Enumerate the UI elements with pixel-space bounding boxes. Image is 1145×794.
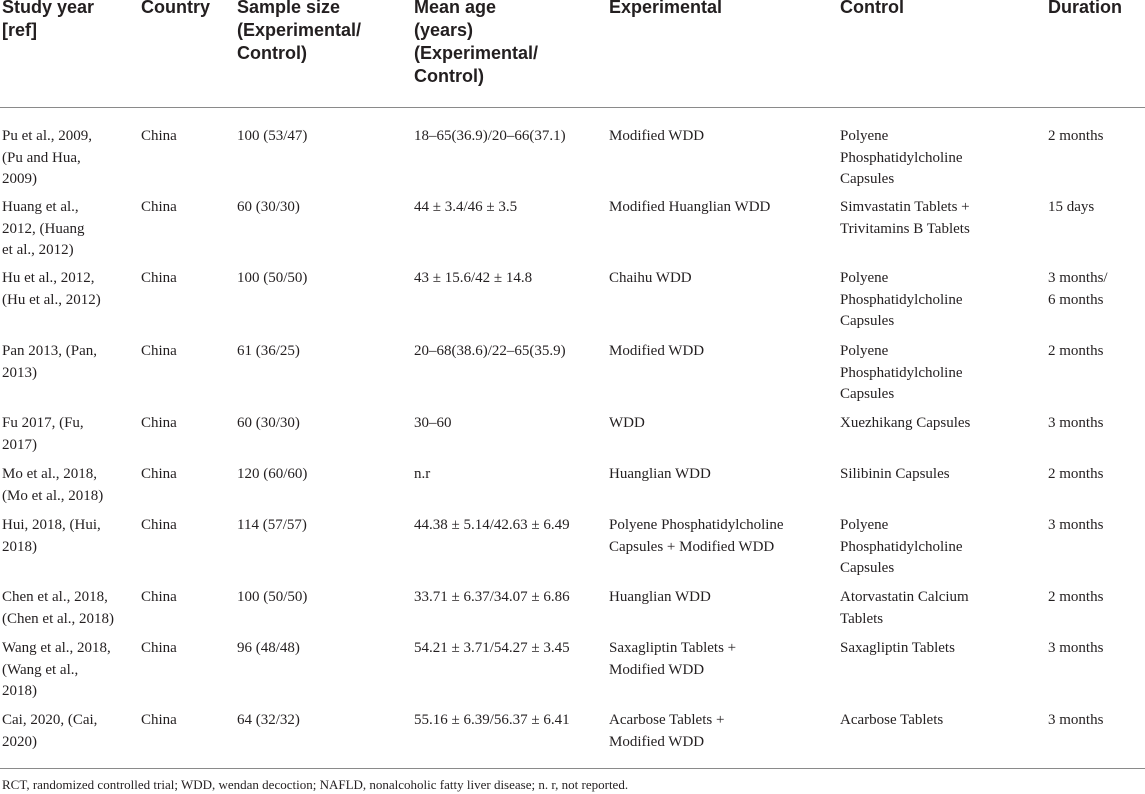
cell-sample-size: 120 (60/60) bbox=[237, 466, 308, 482]
cell-sample-size: 60 (30/30) bbox=[237, 415, 300, 431]
cell-country: China bbox=[141, 270, 177, 286]
cell-control: Acarbose Tablets bbox=[840, 712, 944, 728]
cell-experimental: WDD bbox=[609, 415, 645, 431]
cell-control: Simvastatin Tablets + Trivitamins B Tablets bbox=[840, 199, 970, 237]
cell-control: Polyene Phosphatidylcholine Capsules bbox=[840, 270, 963, 329]
cell-experimental: Acarbose Tablets + Modified WDD bbox=[609, 712, 725, 750]
cell-sample-size: 100 (53/47) bbox=[237, 128, 308, 144]
cell-mean-age: 43 ± 15.6/42 ± 14.8 bbox=[414, 270, 533, 286]
cell-duration: 3 months bbox=[1048, 415, 1104, 431]
cell-study-year-ref: Fu 2017, (Fu, 2017) bbox=[2, 415, 84, 453]
cell-country: China bbox=[141, 466, 177, 482]
cell-duration: 2 months bbox=[1048, 466, 1104, 482]
cell-mean-age: 33.71 ± 6.37/34.07 ± 6.86 bbox=[414, 589, 570, 605]
column-header-study-year-ref: Study year [ref] bbox=[2, 0, 95, 40]
cell-study-year-ref: Chen et al., 2018, (Chen et al., 2018) bbox=[2, 589, 115, 627]
cell-mean-age: 44 ± 3.4/46 ± 3.5 bbox=[414, 199, 518, 215]
cell-control: Silibinin Capsules bbox=[840, 466, 950, 482]
cell-experimental: Chaihu WDD bbox=[609, 270, 692, 286]
column-header-control: Control bbox=[840, 0, 904, 17]
cell-sample-size: 114 (57/57) bbox=[237, 517, 307, 533]
cell-mean-age: 54.21 ± 3.71/54.27 ± 3.45 bbox=[414, 640, 570, 656]
cell-mean-age: n.r bbox=[414, 466, 431, 482]
cell-control: Saxagliptin Tablets bbox=[840, 640, 955, 656]
cell-duration: 3 months bbox=[1048, 640, 1104, 656]
cell-experimental: Polyene Phosphatidylcholine Capsules + Modified WDD bbox=[609, 517, 784, 555]
cell-mean-age: 44.38 ± 5.14/42.63 ± 6.49 bbox=[414, 517, 570, 533]
cell-country: China bbox=[141, 415, 177, 431]
cell-study-year-ref: Mo et al., 2018, (Mo et al., 2018) bbox=[2, 466, 104, 504]
cell-duration: 2 months bbox=[1048, 589, 1104, 605]
cell-study-year-ref: Cai, 2020, (Cai, 2020) bbox=[2, 712, 98, 750]
cell-sample-size: 100 (50/50) bbox=[237, 589, 308, 605]
cell-mean-age: 18–65(36.9)/20–66(37.1) bbox=[414, 128, 566, 144]
cell-sample-size: 61 (36/25) bbox=[237, 343, 300, 359]
cell-sample-size: 64 (32/32) bbox=[237, 712, 300, 728]
cell-sample-size: 96 (48/48) bbox=[237, 640, 300, 656]
cell-country: China bbox=[141, 343, 177, 359]
header-divider bbox=[0, 107, 1145, 108]
cell-duration: 2 months bbox=[1048, 343, 1104, 359]
cell-study-year-ref: Pan 2013, (Pan, 2013) bbox=[2, 343, 97, 381]
column-header-mean-age: Mean age (years) (Experimental/ Control) bbox=[414, 0, 539, 86]
cell-duration: 2 months bbox=[1048, 128, 1104, 144]
cell-control: Polyene Phosphatidylcholine Capsules bbox=[840, 343, 963, 402]
column-header-sample-size: Sample size (Experimental/ Control) bbox=[237, 0, 362, 63]
cell-control: Polyene Phosphatidylcholine Capsules bbox=[840, 128, 963, 187]
table-footnote: RCT, randomized controlled trial; WDD, wendan decoction; NAFLD, nonalcoholic fatty liver disease; n. r, not reported. bbox=[2, 777, 629, 792]
cell-country: China bbox=[141, 589, 177, 605]
cell-study-year-ref: Pu et al., 2009, (Pu and Hua, 2009) bbox=[2, 128, 92, 187]
cell-mean-age: 30–60 bbox=[414, 415, 452, 431]
cell-mean-age: 20–68(38.6)/22–65(35.9) bbox=[414, 343, 566, 359]
cell-control: Xuezhikang Capsules bbox=[840, 415, 971, 431]
cell-country: China bbox=[141, 128, 177, 144]
cell-study-year-ref: Huang et al., 2012, (Huang et al., 2012) bbox=[2, 199, 85, 258]
cell-duration: 3 months bbox=[1048, 712, 1104, 728]
cell-duration: 15 days bbox=[1048, 199, 1095, 215]
footer-divider bbox=[0, 768, 1145, 769]
cell-sample-size: 60 (30/30) bbox=[237, 199, 300, 215]
cell-control: Polyene Phosphatidylcholine Capsules bbox=[840, 517, 963, 576]
cell-study-year-ref: Hui, 2018, (Hui, 2018) bbox=[2, 517, 101, 555]
cell-country: China bbox=[141, 517, 177, 533]
cell-mean-age: 55.16 ± 6.39/56.37 ± 6.41 bbox=[414, 712, 570, 728]
cell-study-year-ref: Wang et al., 2018, (Wang et al., 2018) bbox=[2, 640, 111, 699]
cell-experimental: Modified WDD bbox=[609, 128, 705, 144]
cell-experimental: Huanglian WDD bbox=[609, 589, 711, 605]
cell-country: China bbox=[141, 640, 177, 656]
cell-experimental: Modified Huanglian WDD bbox=[609, 199, 771, 215]
column-header-experimental: Experimental bbox=[609, 0, 723, 17]
column-header-duration: Duration bbox=[1048, 0, 1122, 17]
cell-study-year-ref: Hu et al., 2012, (Hu et al., 2012) bbox=[2, 270, 101, 308]
cell-duration: 3 months bbox=[1048, 517, 1104, 533]
cell-experimental: Modified WDD bbox=[609, 343, 705, 359]
cell-control: Atorvastatin Calcium Tablets bbox=[840, 589, 969, 627]
cell-sample-size: 100 (50/50) bbox=[237, 270, 308, 286]
cell-duration: 3 months/ 6 months bbox=[1048, 270, 1108, 308]
cell-experimental: Huanglian WDD bbox=[609, 466, 711, 482]
cell-country: China bbox=[141, 199, 177, 215]
cell-experimental: Saxagliptin Tablets + Modified WDD bbox=[609, 640, 737, 678]
cell-country: China bbox=[141, 712, 177, 728]
column-header-country: Country bbox=[141, 0, 210, 17]
